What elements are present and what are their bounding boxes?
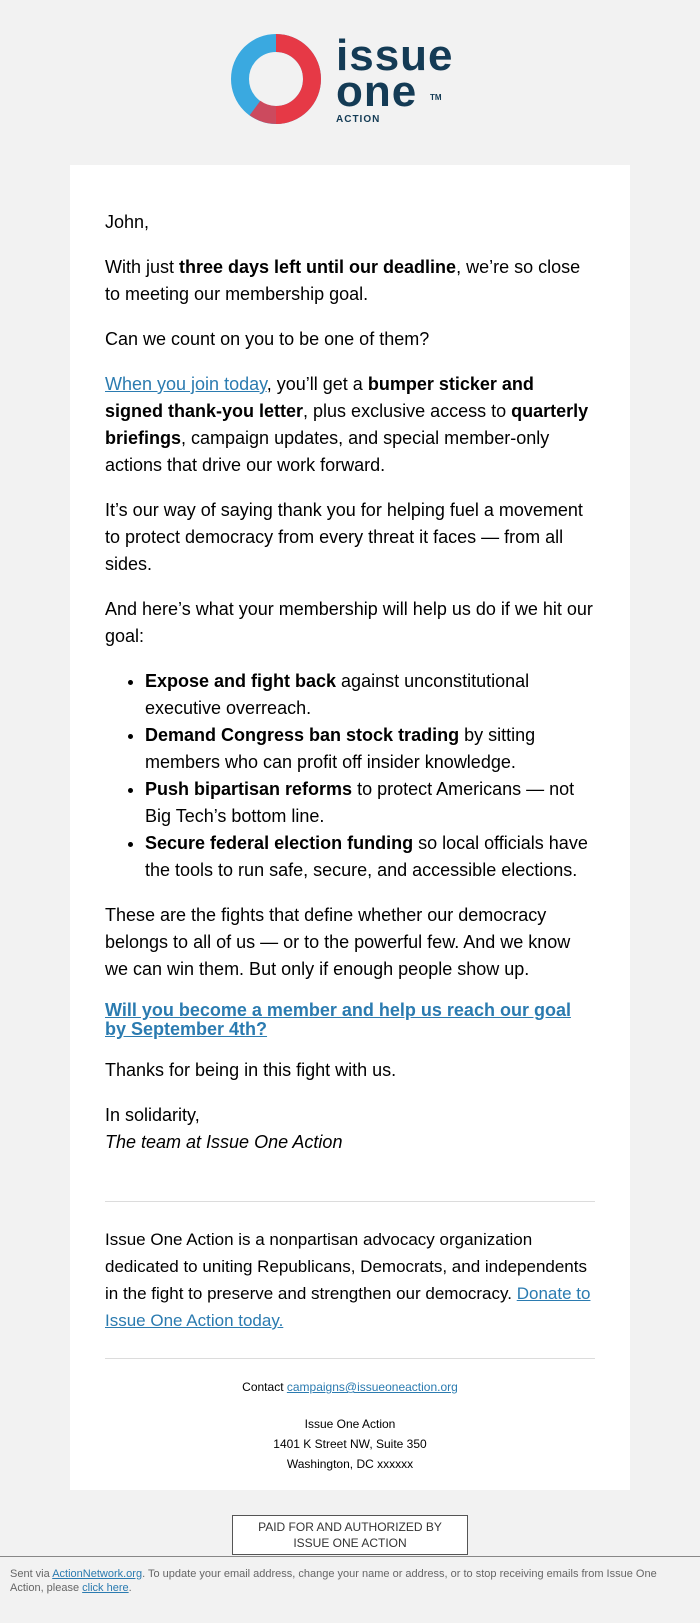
list-item: • Expose and fight back against unconstitutional executive overreach. [145, 668, 595, 722]
logo-wordmark [336, 31, 454, 126]
list-item: • Secure federal election funding so local officials have the tools to run safe, secure, and accessible elections. [145, 830, 595, 884]
email-card [70, 165, 630, 1490]
org-name: Issue One Action [304, 1417, 396, 1431]
paid-line-2: ISSUE ONE ACTION [293, 1536, 407, 1550]
list-item: • Push bipartisan reforms to protect Americans — not Big Tech’s bottom line. [145, 776, 595, 830]
paragraph-benefits: When you join today, you’ll get a bumper sticker and signed thank-you letter, plus exclusive access to quarterly briefings, campaign updates, and special member-only actions that drive our work forward. [105, 374, 589, 475]
cta-heading [105, 1001, 595, 1039]
issue-one-ring-logo-icon [229, 32, 323, 126]
goals-list [105, 668, 595, 884]
header-logo [0, 32, 700, 132]
paid-for-disclaimer [232, 1515, 468, 1555]
paragraph-question: Can we count on you to be one of them? [105, 329, 430, 349]
signature: The team at Issue One Action [105, 1132, 343, 1152]
unsubscribe-link[interactable]: click here [82, 1582, 129, 1594]
contact-email-link[interactable]: campaigns@issueoneaction.org [286, 1380, 458, 1394]
join-today-link[interactable]: When you join today [105, 374, 267, 394]
footer [105, 1377, 595, 1474]
paragraph-fights: These are the fights that define whether our democracy belongs to all of us — or to the powerful few. And we know we can win them. But only if enough people show up. [105, 905, 571, 979]
donate-link[interactable]: Donate to Issue One Action today. [105, 1284, 591, 1330]
paragraph-thanks-movement: It’s our way of saying thank you for helping fuel a movement to protect democracy from every threat it faces — from all sides. [105, 500, 583, 574]
become-member-link[interactable]: Will you become a member and help us reach our goal by September 4th? [105, 1000, 571, 1039]
signoff [105, 1102, 595, 1156]
contact-line: Contact campaigns@issueoneaction.org [242, 1380, 458, 1394]
action-network-link[interactable]: ActionNetwork.org [52, 1568, 143, 1580]
divider [105, 1201, 595, 1202]
logo-word-action: ACTION [336, 114, 381, 125]
greeting: John, [105, 212, 150, 232]
logo-trademark: TM [430, 93, 442, 102]
org-street: 1401 K Street NW, Suite 350 [273, 1437, 427, 1451]
logo-word-one: one TM [336, 67, 442, 116]
paragraph-deadline: With just three days left until our deadline, we’re so close to meeting our membership goal. [105, 257, 581, 304]
email-body [105, 209, 595, 1474]
closing: In solidarity, [105, 1105, 200, 1125]
sent-via-bar: Sent via ActionNetwork.org. To update your email address, change your name or address, or to stop receiving emails from Issue One Action, please click here. [0, 1556, 700, 1623]
org-city: Washington, DC xxxxxx [286, 1457, 414, 1471]
paragraph-thanks: Thanks for being in this fight with us. [105, 1060, 397, 1080]
paragraph-membership-intro: And here’s what your membership will help us do if we hit our goal: [105, 599, 593, 646]
logo-word-issue: issue [336, 31, 454, 80]
about-paragraph: Issue One Action is a nonpartisan advocacy organization dedicated to uniting Republicans, Democrats, and independents in the fight to preserve and strengthen our democracy. Donate to Issue One Action today. [105, 1230, 591, 1330]
list-item: • Demand Congress ban stock trading by sitting members who can profit off insider knowledge. [145, 722, 595, 776]
paid-line-1: PAID FOR AND AUTHORIZED BY [258, 1520, 442, 1534]
divider [105, 1358, 595, 1359]
